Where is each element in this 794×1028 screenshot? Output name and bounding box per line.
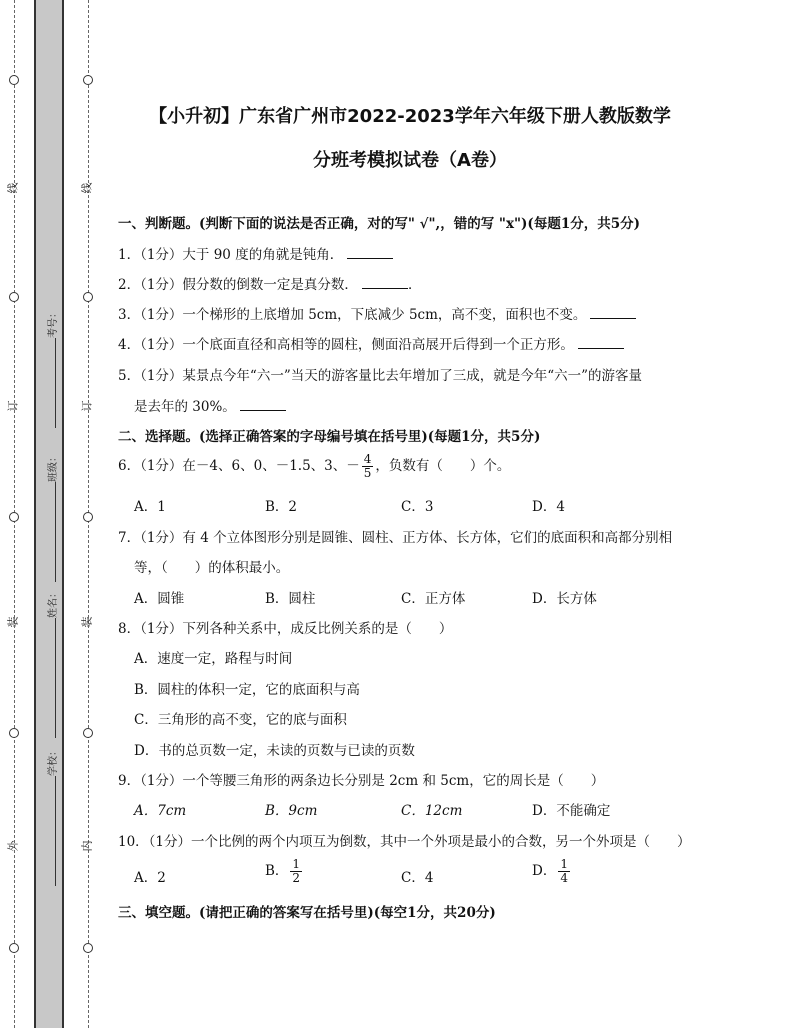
- fraction-denominator: 5: [363, 466, 372, 480]
- q10-option-d[interactable]: [532, 858, 572, 885]
- margin-char-ding: 订: [6, 400, 20, 412]
- exam-number-blank[interactable]: [55, 338, 56, 428]
- fraction-numerator: 1: [292, 857, 301, 871]
- question-4-text: 4．（1分）一个底面直径和高相等的圆柱，侧面沿高展开后得到一个正方形。: [118, 337, 574, 353]
- binding-hole: [9, 943, 19, 953]
- question-8: 8．（1分）下列各种关系中，成反比例关系的是（ ）: [118, 621, 453, 637]
- exam-number-label: 考号：: [48, 308, 59, 338]
- margin-char-xian-inner: 线: [80, 182, 94, 194]
- question-2-end: ．: [407, 277, 422, 293]
- binding-hole: [83, 943, 93, 953]
- section-1-heading: 一、判断题。(判断下面的说法是否正确，对的写" √",，错的写 "x")(每题1分，共5分): [118, 216, 640, 232]
- q7-option-b[interactable]: B．圆柱: [265, 591, 316, 607]
- question-7-line-1: 7．（1分）有 4 个立体图形分别是圆锥、圆柱、正方体、长方体，它们的底面积和高都分别相: [118, 530, 673, 546]
- q10-option-c[interactable]: C．4: [401, 870, 434, 886]
- binding-hole: [83, 75, 93, 85]
- question-6: [118, 453, 510, 480]
- fraction-denominator: 2: [292, 871, 301, 885]
- question-9: 9．（1分）一个等腰三角形的两条边长分别是 2cm 和 5cm，它的周长是（ ）: [118, 773, 605, 789]
- question-1-text: 1．（1分）大于 90 度的角就是钝角．: [118, 247, 344, 263]
- name-blank[interactable]: [55, 618, 56, 738]
- name-label: 姓名：: [48, 588, 59, 618]
- q8-option-d[interactable]: D．书的总页数一定，未读的页数与已读的页数: [134, 743, 415, 759]
- q10-option-b[interactable]: [265, 858, 304, 885]
- margin-char-nei: 内: [80, 840, 94, 852]
- binding-hole: [83, 512, 93, 522]
- fraction: [558, 858, 570, 885]
- q6-option-c[interactable]: C．3: [401, 499, 434, 515]
- q8-option-a[interactable]: A．速度一定，路程与时间: [134, 651, 293, 667]
- school-blank[interactable]: [55, 776, 56, 886]
- section-3-heading: 三、填空题。(请把正确的答案写在括号里)(每空1分，共20分): [118, 905, 496, 921]
- answer-blank[interactable]: [347, 246, 393, 259]
- question-5-line-2: [134, 395, 286, 415]
- question-4: [118, 333, 624, 353]
- q8-option-c[interactable]: C．三角形的高不变，它的底与面积: [134, 712, 347, 728]
- question-2-text: 2．（1分）假分数的倒数一定是真分数．: [118, 277, 358, 293]
- question-5-text: 是去年的 30%。: [134, 399, 236, 415]
- question-5-line-1: 5．（1分）某景点今年“六一”当天的游客量比去年增加了三成，就是今年“六一”的游客量: [118, 368, 643, 384]
- binding-hole: [83, 728, 93, 738]
- question-3-text: 3．（1分）一个梯形的上底增加 5cm，下底减少 5cm，高不变，面积也不变。: [118, 307, 587, 323]
- q10-option-d-label: D．: [532, 863, 557, 879]
- q6-option-d[interactable]: D．4: [532, 499, 565, 515]
- school-label: 学校：: [48, 746, 59, 776]
- binding-hole: [9, 728, 19, 738]
- q7-option-c[interactable]: C．正方体: [401, 591, 466, 607]
- fraction: [362, 453, 374, 480]
- question-6-pre: 6．（1分）在－4、6、0、－1.5、3、－: [118, 458, 360, 474]
- question-2: [118, 273, 421, 293]
- question-1: [118, 243, 393, 263]
- question-7-line-2: 等，（ ）的体积最小。: [134, 560, 290, 576]
- q6-option-a[interactable]: A．1: [134, 499, 166, 515]
- answer-blank[interactable]: [578, 336, 624, 349]
- binding-hole: [9, 75, 19, 85]
- answer-blank[interactable]: [590, 306, 636, 319]
- q7-option-d[interactable]: D．长方体: [532, 591, 597, 607]
- q6-option-b[interactable]: B．2: [265, 499, 298, 515]
- question-3: [118, 303, 636, 323]
- q8-option-b[interactable]: B．圆柱的体积一定，它的底面积与高: [134, 682, 360, 698]
- margin-char-xian: 线: [6, 182, 20, 194]
- margin-char-zhuang-inner: 装: [80, 616, 94, 628]
- fraction-numerator: 4: [363, 452, 372, 466]
- q9-option-a[interactable]: A．7cm: [134, 803, 187, 819]
- q9-option-d[interactable]: D．不能确定: [532, 803, 611, 819]
- q10-option-b-label: B．: [265, 863, 289, 879]
- answer-blank[interactable]: [240, 398, 286, 411]
- fraction-numerator: 1: [560, 857, 568, 871]
- q7-option-a[interactable]: A．圆锥: [134, 591, 185, 607]
- fraction: [290, 858, 302, 885]
- answer-blank[interactable]: [362, 276, 408, 289]
- section-2-heading: 二、选择题。(选择正确答案的字母编号填在括号里)(每题1分，共5分): [118, 429, 541, 445]
- binding-strip: [34, 0, 64, 1028]
- binding-hole: [83, 292, 93, 302]
- question-6-post: ，负数有（ ）个。: [375, 458, 511, 474]
- q9-option-c[interactable]: C．12cm: [401, 803, 463, 819]
- class-label: 班级：: [48, 452, 59, 482]
- q9-option-b[interactable]: B．9cm: [265, 803, 318, 819]
- binding-hole: [9, 512, 19, 522]
- page-subtitle: 分班考模拟试卷（A卷）: [313, 150, 507, 171]
- fraction-denominator: 4: [560, 871, 568, 885]
- margin-char-zhuang: 装: [6, 616, 20, 628]
- margin-char-wai: 外: [6, 840, 20, 852]
- margin-char-ding-inner: 订: [80, 400, 94, 412]
- q10-option-a[interactable]: A．2: [134, 870, 166, 886]
- class-blank[interactable]: [55, 482, 56, 582]
- binding-hole: [9, 292, 19, 302]
- question-10: 10．（1分）一个比例的两个内项互为倒数，其中一个外项是最小的合数，另一个外项是（ ）: [118, 834, 691, 850]
- page-title: 【小升初】广东省广州市2022-2023学年六年级下册人教版数学: [149, 106, 671, 127]
